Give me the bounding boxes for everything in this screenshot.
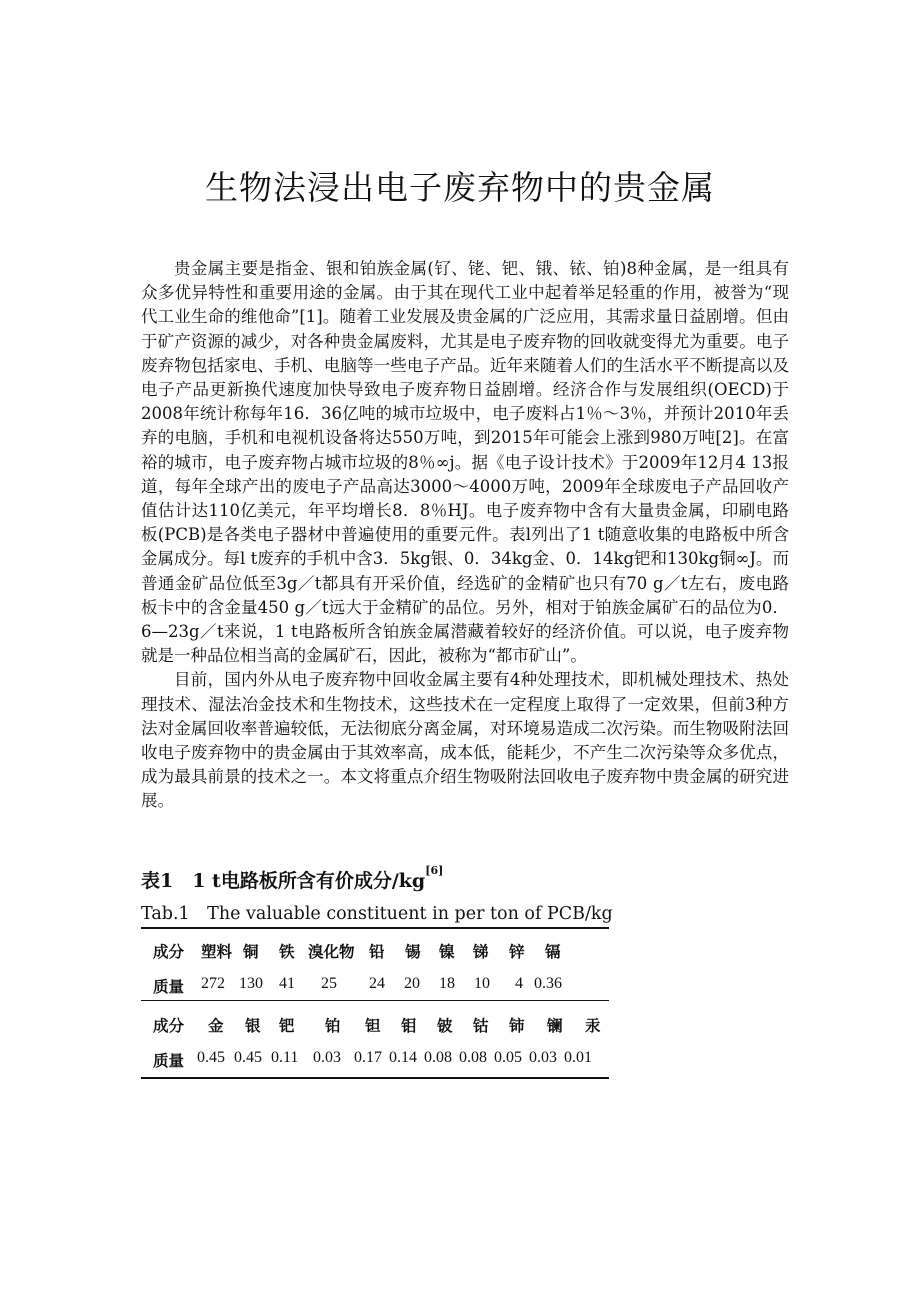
- table-row: [153, 940, 609, 966]
- table-cell: 金: [208, 1016, 224, 1035]
- table-cell: 130: [239, 975, 263, 992]
- table-row: [153, 975, 609, 1001]
- table-cell: 0.36: [534, 975, 562, 992]
- row-label: 质量: [153, 1051, 185, 1070]
- table-caption-chinese: [141, 866, 443, 893]
- table-cell: 0.17: [354, 1049, 382, 1066]
- table-cell: 钼: [401, 1016, 417, 1035]
- table-cell: 10: [474, 975, 490, 992]
- table-cell: 18: [439, 975, 455, 992]
- table-cell: 银: [245, 1016, 261, 1035]
- table-cell: 24: [369, 975, 385, 992]
- table-cell: 0.01: [564, 1049, 592, 1066]
- table-cell: 0.45: [197, 1049, 225, 1066]
- table-cell: 镧: [547, 1016, 563, 1035]
- table-cell: 锌: [509, 942, 525, 961]
- table-cell: 铅: [369, 942, 385, 961]
- row-label: 成分: [153, 1016, 185, 1035]
- table-cell: 镍: [439, 942, 455, 961]
- table-caption-reference: [6]: [425, 864, 444, 877]
- row-label: 质量: [153, 977, 185, 996]
- table-cell: 25: [321, 975, 337, 992]
- table-cell: 铂: [325, 1016, 341, 1035]
- table-cell: 0.11: [271, 1049, 299, 1066]
- article-body: [141, 257, 789, 814]
- table-cell: 272: [201, 975, 225, 992]
- table-cell: 20: [404, 975, 420, 992]
- table-cell: 0.05: [494, 1049, 522, 1066]
- table-cell: 0.08: [459, 1049, 487, 1066]
- table-cell: 锡: [405, 942, 421, 961]
- table-cell: 0.14: [389, 1049, 417, 1066]
- table-divider: [141, 1000, 609, 1001]
- table-row: [153, 1014, 609, 1040]
- paragraph: 目前，国内外从电子废弃物中回收金属主要有4种处理技术，即机械处理技术、热处理技术、湿法冶金技术和生物技术，这些技术在一定程度上取得了一定效果，但前3种方法对金属回收率普遍较低，无法彻底分离金属，对环境易造成二次污染。而生物吸附法回收电子废弃物中的贵金属由于其效率高，成本低，能耗少，不产生二次污染等众多优点，成为最具前景的技术之一。本文将重点介绍生物吸附法回收电子废弃物中贵金属的研究进展。: [141, 670, 789, 811]
- table-cell: 铁: [279, 942, 295, 961]
- table-cell: 钯: [279, 1016, 295, 1035]
- table-top-rule: [141, 927, 609, 929]
- table-cell: 41: [279, 975, 295, 992]
- table-cell: 铜: [243, 942, 259, 961]
- table-cell: 锑: [473, 942, 489, 961]
- table-cell: 钴: [473, 1016, 489, 1035]
- table-cell: 0.03: [313, 1049, 341, 1066]
- table-cell: 溴化物: [308, 942, 355, 961]
- table-cell: 0.08: [424, 1049, 452, 1066]
- table-cell: 铈: [509, 1016, 525, 1035]
- table-cell: 0.03: [529, 1049, 557, 1066]
- row-label: 成分: [153, 942, 185, 961]
- table-cell: 0.45: [234, 1049, 262, 1066]
- table-cell: 4: [515, 975, 523, 992]
- table-cell: 镉: [545, 942, 561, 961]
- table-caption-text: 表1 1 t电路板所含有价成分/kg: [141, 870, 426, 892]
- table-cell: 钽: [365, 1016, 381, 1035]
- table-cell: 铍: [437, 1016, 453, 1035]
- table-row: [153, 1049, 609, 1075]
- paragraph: 贵金属主要是指金、银和铂族金属(钌、铑、钯、锇、铱、铂)8种金属，是一组具有众多优异特性和重要用途的金属。由于其在现代工业中起着举足轻重的作用，被誉为“现代工业生命的维他命”[1]。随着工业发展及贵金属的广泛应用，其需求量日益剧增。但由于矿产资源的减少，对各种贵金属废料，尤其是电子废弃物的回收就变得尤为重要。电子废弃物包括家电、手机、电脑等一些电子产品。近年来随着人们的生活水平不断提高以及电子产品更新换代速度加快导致电子废弃物日益剧增。经济合作与发展组织(OECD)于2008年统计称每年16．36亿吨的城市垃圾中，电子废料占1％～3％，并预计2010年丢弃的电脑，手机和电视机设备将达550万吨，到2015年可能会上涨到980万吨[2]。在富裕的城市，电子废弃物占城市垃圾的8％∞j。据《电子设计技术》于2009年12月4 13报道，每年全球产出的废电子产品高达3000～4000万吨，2009年全球废电子产品回收产值估计达110亿美元，年平均增长8．8％HJ。电子废弃物中含有大量贵金属，印刷电路板(PCB)是各类电子器材中普遍使用的重要元件。表l列出了1 t随意收集的电路板中所含金属成分。每l t废弃的手机中含3．5kg银、0．34kg金、0．14kg钯和130kg铜∞J。而普通金矿品位低至3g／t都具有开采价值，经选矿的金精矿也只有70 g／t左右，废电路板卡中的含金量450 g／t远大于金精矿的品位。另外，相对于铂族金属矿石的品位为0．6—23g／t来说，1 t电路板所含铂族金属潜藏着较好的经济价值。可以说，电子废弃物就是一种品位相当高的金属矿石，因此，被称为“都市矿山”。: [141, 259, 789, 666]
- table-cell: 塑料: [201, 942, 233, 961]
- table-bottom-rule: [141, 1077, 609, 1079]
- table-cell: 汞: [585, 1016, 601, 1035]
- table-caption-english: Tab.1 The valuable constituent in per ton of PCB/kg: [141, 904, 613, 924]
- page-title: 生物法浸出电子废弃物中的贵金属: [205, 168, 715, 207]
